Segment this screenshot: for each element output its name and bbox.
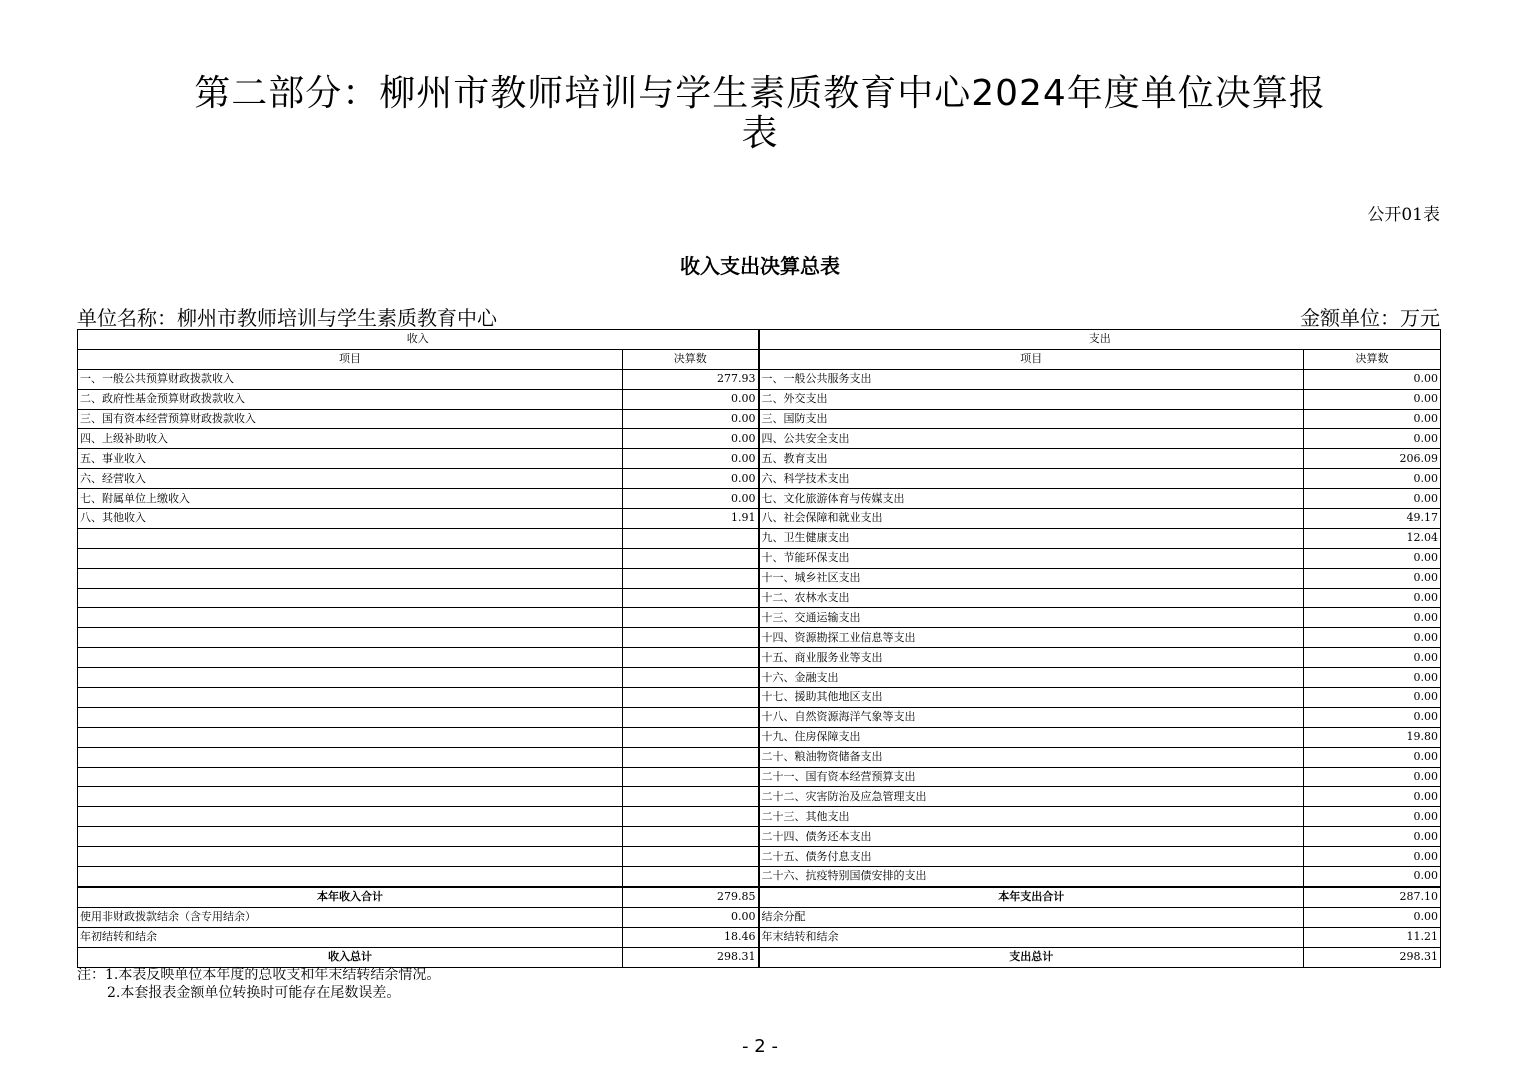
income-amount-cell bbox=[623, 608, 759, 628]
table-row bbox=[78, 847, 1441, 867]
expense-item-cell: 二十六、抗疫特别国债安排的支出 bbox=[759, 867, 1304, 887]
income-item-cell bbox=[78, 548, 623, 568]
income-item-cell bbox=[78, 568, 623, 588]
table-row bbox=[78, 628, 1441, 648]
table-row bbox=[78, 787, 1441, 807]
income-item-cell: 二、政府性基金预算财政拨款收入 bbox=[78, 389, 623, 409]
expense-amount-cell: 19.80 bbox=[1304, 727, 1441, 747]
table-row bbox=[78, 568, 1441, 588]
expense-item-cell: 九、卫生健康支出 bbox=[759, 528, 1304, 548]
income-amount-cell bbox=[623, 648, 759, 668]
table-row bbox=[78, 369, 1441, 389]
expense-amount-cell: 0.00 bbox=[1304, 807, 1441, 827]
income-year-total-label: 本年收入合计 bbox=[78, 887, 623, 907]
expense-amount-cell: 12.04 bbox=[1304, 528, 1441, 548]
opening-carryover-amount: 18.46 bbox=[623, 927, 759, 947]
expense-item-header: 项目 bbox=[759, 349, 1304, 369]
expense-item-cell: 四、公共安全支出 bbox=[759, 429, 1304, 449]
nonfiscal-balance-amount: 0.00 bbox=[623, 907, 759, 927]
income-amount-cell: 0.00 bbox=[623, 449, 759, 469]
expense-item-cell: 十九、住房保障支出 bbox=[759, 727, 1304, 747]
income-item-cell bbox=[78, 688, 623, 708]
income-amount-cell bbox=[623, 568, 759, 588]
page-title-line-2: 表 bbox=[741, 113, 779, 154]
income-amount-header: 决算数 bbox=[623, 349, 759, 369]
income-item-cell: 六、经营收入 bbox=[78, 469, 623, 489]
nonfiscal-balance-label: 使用非财政拨款结余（含专用结余） bbox=[78, 907, 623, 927]
expense-amount-cell: 0.00 bbox=[1304, 707, 1441, 727]
income-item-cell: 五、事业收入 bbox=[78, 449, 623, 469]
expense-amount-cell: 49.17 bbox=[1304, 509, 1441, 529]
expense-amount-cell: 0.00 bbox=[1304, 369, 1441, 389]
expense-item-cell: 七、文化旅游体育与传媒支出 bbox=[759, 489, 1304, 509]
income-item-cell: 八、其他收入 bbox=[78, 509, 623, 529]
expense-item-cell: 二、外交支出 bbox=[759, 389, 1304, 409]
carryover-row bbox=[78, 927, 1441, 947]
income-amount-cell bbox=[623, 628, 759, 648]
expense-amount-cell: 0.00 bbox=[1304, 847, 1441, 867]
table-title: 收入支出决算总表 bbox=[680, 254, 840, 278]
surplus-distribution-label: 结余分配 bbox=[759, 907, 1304, 927]
table-row bbox=[78, 668, 1441, 688]
note-1: 注：1.本表反映单位本年度的总收支和年末结转结余情况。 bbox=[77, 967, 441, 983]
expense-amount-cell: 0.00 bbox=[1304, 568, 1441, 588]
table-row bbox=[78, 429, 1441, 449]
expense-item-cell: 二十、粮油物资储备支出 bbox=[759, 747, 1304, 767]
income-amount-cell: 1.91 bbox=[623, 509, 759, 529]
page-title bbox=[150, 74, 1370, 154]
income-item-cell bbox=[78, 827, 623, 847]
income-section-header: 收入 bbox=[78, 330, 759, 350]
income-item-cell bbox=[78, 608, 623, 628]
expense-item-cell: 十四、资源勘探工业信息等支出 bbox=[759, 628, 1304, 648]
expense-item-cell: 十五、商业服务业等支出 bbox=[759, 648, 1304, 668]
table-body bbox=[78, 330, 1441, 968]
income-amount-cell bbox=[623, 767, 759, 787]
expense-item-cell: 二十三、其他支出 bbox=[759, 807, 1304, 827]
expense-amount-cell: 0.00 bbox=[1304, 608, 1441, 628]
nonfiscal-balance-row bbox=[78, 907, 1441, 927]
income-amount-cell: 0.00 bbox=[623, 389, 759, 409]
expense-item-cell: 二十四、债务还本支出 bbox=[759, 827, 1304, 847]
expense-item-cell: 十三、交通运输支出 bbox=[759, 608, 1304, 628]
expense-amount-cell: 0.00 bbox=[1304, 628, 1441, 648]
income-amount-cell bbox=[623, 688, 759, 708]
expense-amount-cell: 0.00 bbox=[1304, 787, 1441, 807]
income-amount-cell: 0.00 bbox=[623, 469, 759, 489]
income-amount-cell bbox=[623, 548, 759, 568]
income-item-cell bbox=[78, 628, 623, 648]
expense-item-cell: 三、国防支出 bbox=[759, 409, 1304, 429]
income-amount-cell: 277.93 bbox=[623, 369, 759, 389]
table-row bbox=[78, 727, 1441, 747]
income-item-cell bbox=[78, 847, 623, 867]
income-item-cell bbox=[78, 648, 623, 668]
expense-amount-cell: 206.09 bbox=[1304, 449, 1441, 469]
form-code: 公开01表 bbox=[1367, 205, 1440, 225]
income-item-cell bbox=[78, 727, 623, 747]
table-row bbox=[78, 548, 1441, 568]
expense-amount-cell: 0.00 bbox=[1304, 429, 1441, 449]
expense-amount-cell: 0.00 bbox=[1304, 648, 1441, 668]
table-row bbox=[78, 449, 1441, 469]
income-item-cell bbox=[78, 707, 623, 727]
table-row bbox=[78, 608, 1441, 628]
income-amount-cell bbox=[623, 747, 759, 767]
income-item-cell bbox=[78, 747, 623, 767]
income-amount-cell bbox=[623, 727, 759, 747]
year-total-row bbox=[78, 887, 1441, 907]
income-item-cell: 七、附属单位上缴收入 bbox=[78, 489, 623, 509]
expense-amount-cell: 0.00 bbox=[1304, 747, 1441, 767]
expense-amount-cell: 0.00 bbox=[1304, 867, 1441, 887]
table-row bbox=[78, 767, 1441, 787]
grand-total-row bbox=[78, 947, 1441, 967]
notes bbox=[77, 966, 440, 1002]
expense-amount-cell: 0.00 bbox=[1304, 688, 1441, 708]
income-grand-total-label: 收入总计 bbox=[78, 947, 623, 967]
table-row bbox=[78, 807, 1441, 827]
header-section-row bbox=[78, 330, 1441, 350]
income-amount-cell bbox=[623, 847, 759, 867]
income-amount-cell bbox=[623, 668, 759, 688]
opening-carryover-label: 年初结转和结余 bbox=[78, 927, 623, 947]
income-expense-table bbox=[77, 329, 1441, 968]
expense-amount-cell: 0.00 bbox=[1304, 489, 1441, 509]
expense-item-cell: 六、科学技术支出 bbox=[759, 469, 1304, 489]
expense-amount-cell: 0.00 bbox=[1304, 668, 1441, 688]
expense-amount-cell: 0.00 bbox=[1304, 409, 1441, 429]
closing-carryover-label: 年末结转和结余 bbox=[759, 927, 1304, 947]
expense-grand-total-amount: 298.31 bbox=[1304, 947, 1441, 967]
expense-amount-cell: 0.00 bbox=[1304, 389, 1441, 409]
income-item-cell bbox=[78, 787, 623, 807]
income-amount-cell bbox=[623, 807, 759, 827]
expense-item-cell: 十六、金融支出 bbox=[759, 668, 1304, 688]
table-row bbox=[78, 389, 1441, 409]
income-item-cell bbox=[78, 867, 623, 887]
income-item-cell: 一、一般公共预算财政拨款收入 bbox=[78, 369, 623, 389]
expense-item-cell: 八、社会保障和就业支出 bbox=[759, 509, 1304, 529]
expense-item-cell: 二十五、债务付息支出 bbox=[759, 847, 1304, 867]
amount-unit: 金额单位：万元 bbox=[1300, 306, 1440, 330]
income-amount-cell bbox=[623, 867, 759, 887]
expense-item-cell: 十二、农林水支出 bbox=[759, 588, 1304, 608]
expense-item-cell: 二十二、灾害防治及应急管理支出 bbox=[759, 787, 1304, 807]
page-title-line-1: 第二部分：柳州市教师培训与学生素质教育中心2024年度单位决算报 bbox=[194, 73, 1326, 114]
table-row bbox=[78, 528, 1441, 548]
income-item-cell bbox=[78, 668, 623, 688]
expense-amount-cell: 0.00 bbox=[1304, 588, 1441, 608]
expense-year-total-amount: 287.10 bbox=[1304, 887, 1441, 907]
table-row bbox=[78, 489, 1441, 509]
expense-item-cell: 十八、自然资源海洋气象等支出 bbox=[759, 707, 1304, 727]
income-amount-cell bbox=[623, 787, 759, 807]
expense-grand-total-label: 支出总计 bbox=[759, 947, 1304, 967]
expense-item-cell: 十一、城乡社区支出 bbox=[759, 568, 1304, 588]
expense-amount-header: 决算数 bbox=[1304, 349, 1441, 369]
income-amount-cell bbox=[623, 528, 759, 548]
expense-amount-cell: 0.00 bbox=[1304, 469, 1441, 489]
income-item-cell bbox=[78, 807, 623, 827]
expense-item-cell: 五、教育支出 bbox=[759, 449, 1304, 469]
income-item-header: 项目 bbox=[78, 349, 623, 369]
table-row bbox=[78, 707, 1441, 727]
income-item-cell bbox=[78, 767, 623, 787]
table-row bbox=[78, 747, 1441, 767]
table-row bbox=[78, 827, 1441, 847]
expense-amount-cell: 0.00 bbox=[1304, 827, 1441, 847]
table-row bbox=[78, 588, 1441, 608]
table-row bbox=[78, 469, 1441, 489]
income-amount-cell bbox=[623, 827, 759, 847]
income-item-cell bbox=[78, 528, 623, 548]
table-row bbox=[78, 867, 1441, 887]
income-grand-total-amount: 298.31 bbox=[623, 947, 759, 967]
expense-item-cell: 十七、援助其他地区支出 bbox=[759, 688, 1304, 708]
expense-item-cell: 一、一般公共服务支出 bbox=[759, 369, 1304, 389]
table-row bbox=[78, 409, 1441, 429]
income-amount-cell: 0.00 bbox=[623, 489, 759, 509]
closing-carryover-amount: 11.21 bbox=[1304, 927, 1441, 947]
income-amount-cell: 0.00 bbox=[623, 429, 759, 449]
expense-amount-cell: 0.00 bbox=[1304, 548, 1441, 568]
unit-name: 单位名称：柳州市教师培训与学生素质教育中心 bbox=[77, 306, 497, 330]
note-2: 2.本套报表金额单位转换时可能存在尾数误差。 bbox=[107, 985, 401, 1001]
table-row bbox=[78, 688, 1441, 708]
expense-item-cell: 二十一、国有资本经营预算支出 bbox=[759, 767, 1304, 787]
expense-item-cell: 十、节能环保支出 bbox=[759, 548, 1304, 568]
income-year-total-amount: 279.85 bbox=[623, 887, 759, 907]
table-row bbox=[78, 648, 1441, 668]
page-number: - 2 - bbox=[742, 1036, 778, 1057]
header-column-row bbox=[78, 349, 1441, 369]
surplus-distribution-amount: 0.00 bbox=[1304, 907, 1441, 927]
income-amount-cell: 0.00 bbox=[623, 409, 759, 429]
expense-amount-cell: 0.00 bbox=[1304, 767, 1441, 787]
income-item-cell: 三、国有资本经营预算财政拨款收入 bbox=[78, 409, 623, 429]
table-row bbox=[78, 509, 1441, 529]
income-amount-cell bbox=[623, 707, 759, 727]
income-item-cell bbox=[78, 588, 623, 608]
income-item-cell: 四、上级补助收入 bbox=[78, 429, 623, 449]
expense-section-header: 支出 bbox=[759, 330, 1441, 350]
expense-year-total-label: 本年支出合计 bbox=[759, 887, 1304, 907]
income-amount-cell bbox=[623, 588, 759, 608]
